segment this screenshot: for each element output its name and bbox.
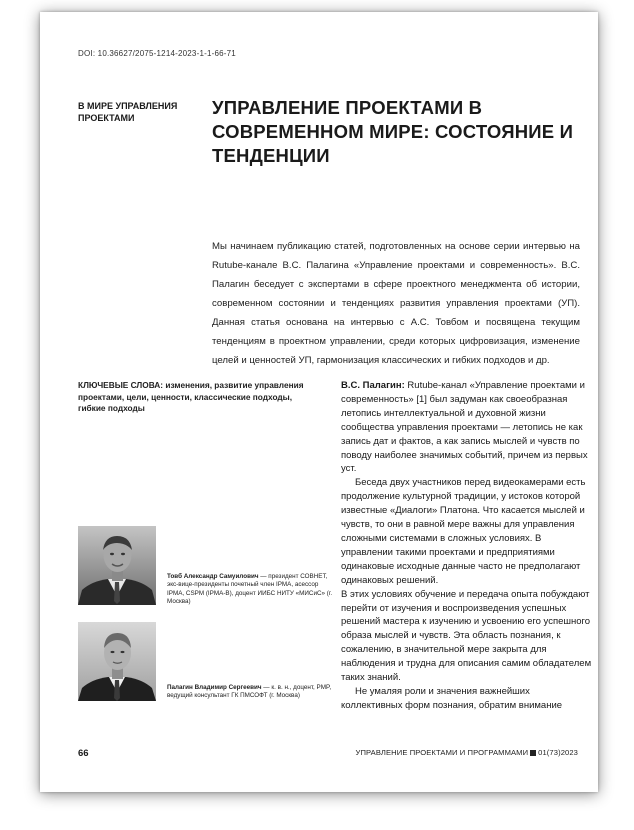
doi: DOI: 10.36627/2075-1214-2023-1-1-66-71 (78, 49, 236, 58)
paragraph: В этих условиях обучение и передача опыта побуждают перейти от изучения и воспроизведения успешных решений мастера к изучению и усвоению его успешного образа мыслей и чувств. Эта область познания, к сожалению, в значительной мере закрыта для наблюдения и трудна для описания самим обладателем таких знаний. (341, 588, 592, 684)
keywords (78, 380, 316, 415)
author-name: Товб Александр Самуилович (167, 573, 259, 580)
author-caption-palagin: Палагин Владимир Сергеевич — к. в. н., доцент, PMP, ведущий консультант ГК ПМСОФТ (г. Москва) (167, 684, 332, 700)
article-body (341, 379, 593, 713)
paragraph: Не умаляя роли и значения важнейших коллективных форм познания, обратим внимание (341, 685, 563, 711)
article-title: УПРАВЛЕНИЕ ПРОЕКТАМИ В СОВРЕМЕННОМ МИРЕ: СОСТОЯНИЕ И ТЕНДЕНЦИИ (212, 97, 574, 166)
running-head (356, 748, 578, 757)
keywords-text: изменения, развитие управления проектами, цели, ценности, классические подходы, гибкие подходы (78, 380, 304, 413)
author-caption-tovb: Товб Александр Самуилович — президент СОВНЕТ, экс-вице-президенты почетный член IPMA, асессор IPMA, CSPM (IPMA-B), доцент ИИБС НИТУ «МИСиС» (г. Москва) (167, 573, 333, 606)
issue-number: 01(73)2023 (538, 748, 578, 757)
keywords-label: КЛЮЧЕВЫЕ СЛОВА: (78, 380, 164, 390)
paragraph: Беседа двух участников перед видеокамерами есть продолжение культурной традиции, у истоков которой известные «Диалоги» Платона. Что касается мыслей и чувств, то они в равной мере важны для управления сложными системами в сложных условиях. В управлении такими проектами и предприятиями одинаковые исходные данные часто не предполагают одинаковых решений. (341, 477, 586, 586)
journal-page (40, 12, 598, 792)
speaker-label: В.С. Палагин: (341, 380, 405, 391)
rubric: В МИРЕ УПРАВЛЕНИЯ ПРОЕКТАМИ (78, 101, 178, 123)
journal-name: УПРАВЛЕНИЕ ПРОЕКТАМИ И ПРОГРАММАМИ (355, 748, 529, 757)
page-number: 66 (78, 748, 89, 759)
author-photo-tovb (78, 526, 156, 605)
square-separator-icon (530, 750, 536, 756)
article-intro: Мы начинаем публикацию статей, подготовленных на основе серии интервью на Rutube-канале В.С. Палагина «Управление проектами и современность». В.С. Палагин беседует с экспертами в сфере проектного менеджмента об истории, современном состоянии и тенденциях развития управления проектами (УП). Данная статья основана на интервью с А.С. Товбом и посвящена текущим тенденциям в проектном управлении, среди которых цифровизация, изменение целей и ценностей УП, гармонизация классических и гибких подходов и др. (212, 241, 580, 366)
author-name: Палагин Владимир Сергеевич (167, 684, 262, 691)
author-photo-palagin (78, 622, 156, 701)
paragraph: В.С. Палагин: Rutube-канал «Управление проектами и современность» [1] был задуман как своеобразная летопись интеллектуальной и духовной жизни сообщества управления проектами — летопись не как запись дат и фактов, а как запись мыслей и чувств по поводу наиболее значимых событий, причем из первых уст. (341, 380, 588, 475)
